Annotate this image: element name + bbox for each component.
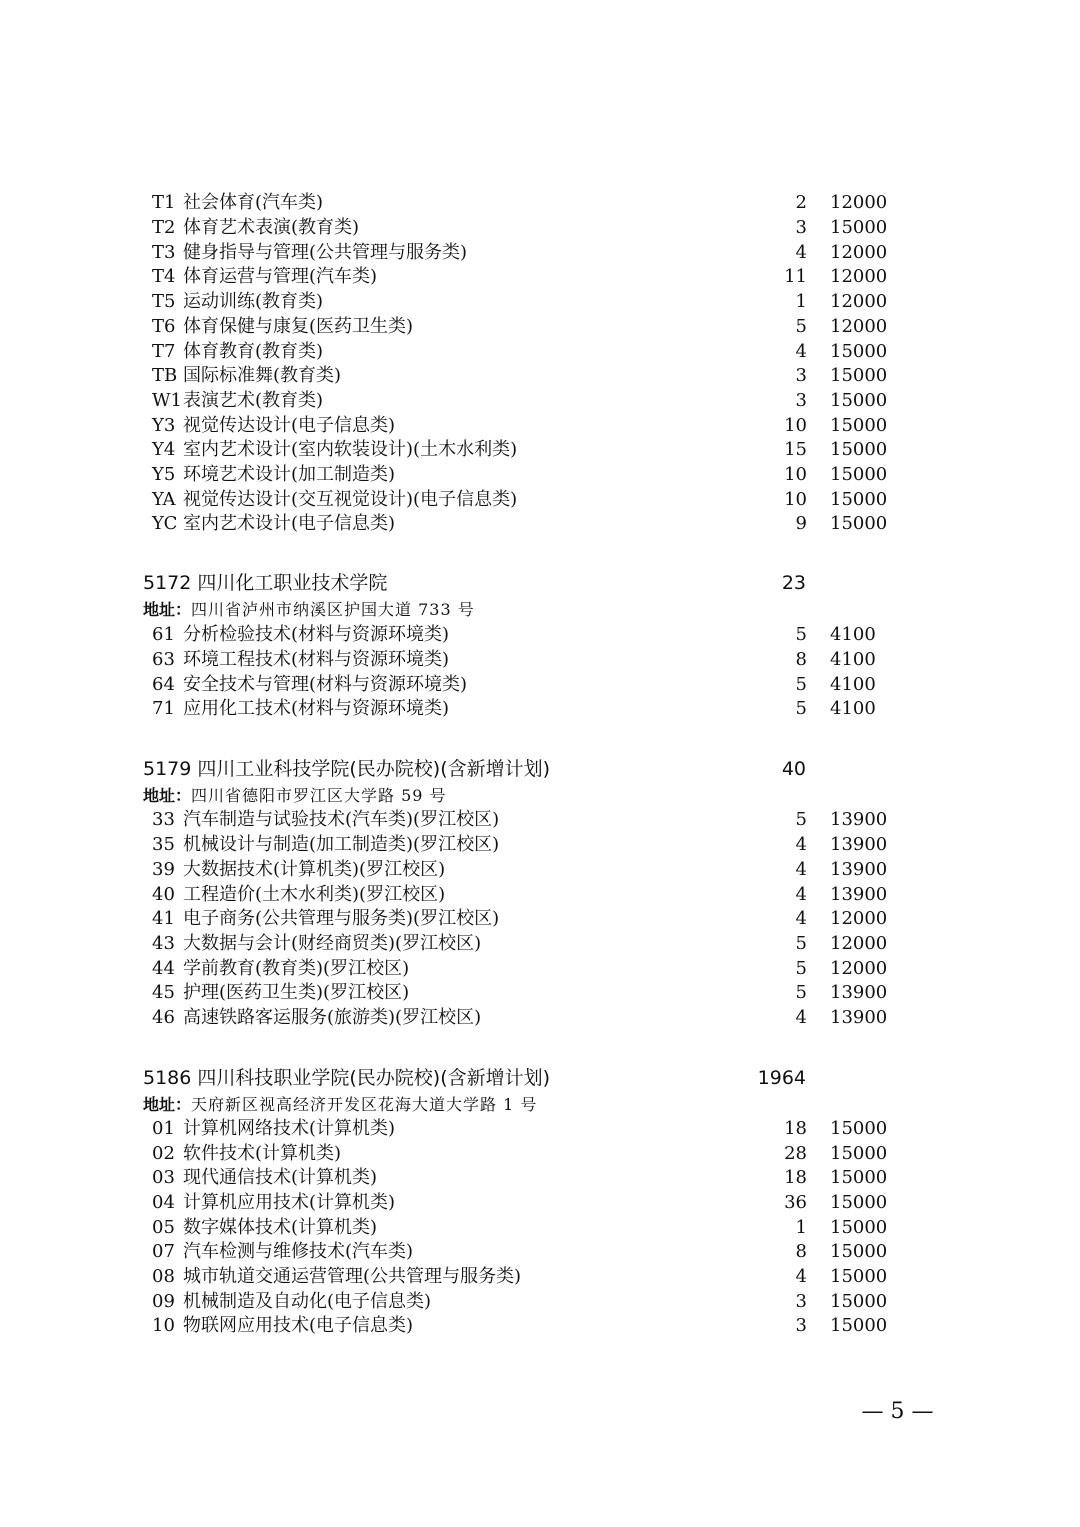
plan-count: 15 (784, 439, 807, 460)
tuition-fee: 15000 (830, 1217, 888, 1238)
plan-count: 1 (795, 1217, 807, 1238)
plan-count: 36 (784, 1192, 807, 1213)
plan-count: 4 (795, 908, 807, 929)
table-row (152, 215, 892, 240)
table-row (152, 462, 892, 487)
plan-count: 4 (795, 884, 807, 905)
tuition-fee: 13900 (830, 809, 888, 830)
major-code: T2 (152, 217, 176, 238)
major-code: 35 (152, 834, 175, 855)
major-name: 应用化工技术(材料与资源环境类) (183, 698, 450, 719)
major-name: 机械制造及自动化(电子信息类) (183, 1291, 432, 1312)
table-row (152, 1289, 892, 1314)
major-code: 03 (152, 1167, 175, 1188)
major-name: 体育保健与康复(医药卫生类) (183, 316, 414, 337)
plan-count: 10 (784, 489, 807, 510)
major-name: 表演艺术(教育类) (183, 390, 324, 411)
table-row (152, 264, 892, 289)
table-row (152, 339, 892, 364)
plan-count: 8 (795, 1241, 807, 1262)
plan-count: 3 (795, 1291, 807, 1312)
table-row (152, 314, 892, 339)
plan-count: 5 (795, 809, 807, 830)
table-row (152, 437, 892, 462)
plan-count: 5 (795, 958, 807, 979)
tuition-fee: 12000 (830, 266, 888, 287)
tuition-fee: 13900 (830, 982, 888, 1003)
tuition-fee: 13900 (830, 859, 888, 880)
tuition-fee: 15000 (830, 1118, 888, 1139)
major-name: 护理(医药卫生类)(罗江校区) (183, 982, 410, 1003)
major-name: 社会体育(汽车类) (183, 192, 324, 213)
plan-count: 4 (795, 1007, 807, 1028)
major-name: 现代通信技术(计算机类) (183, 1167, 378, 1188)
table-row (152, 487, 892, 512)
tuition-fee: 15000 (830, 439, 888, 460)
major-code: YC (152, 513, 178, 534)
school-address (143, 783, 447, 808)
major-code: 40 (152, 884, 175, 905)
plan-count: 28 (784, 1143, 807, 1164)
tuition-fee: 15000 (830, 1167, 888, 1188)
major-name: 数字媒体技术(计算机类) (183, 1217, 378, 1238)
tuition-fee: 4100 (830, 649, 876, 670)
tuition-fee: 13900 (830, 834, 888, 855)
tuition-fee: 15000 (830, 464, 888, 485)
table-row (152, 1190, 892, 1215)
tuition-fee: 15000 (830, 513, 888, 534)
page-number: — 5 — (861, 1399, 934, 1424)
major-code: 61 (152, 624, 175, 645)
address-label: 地址： (143, 1095, 192, 1114)
plan-count: 5 (795, 982, 807, 1003)
plan-count: 4 (795, 1266, 807, 1287)
school-header (143, 568, 843, 598)
plan-count: 9 (795, 513, 807, 534)
major-code: Y5 (152, 464, 176, 485)
school-title: 5172 四川化工职业技术学院 (143, 572, 388, 594)
plan-count: 3 (795, 390, 807, 411)
table-row (152, 931, 892, 956)
table-row (152, 413, 892, 438)
tuition-fee: 15000 (830, 1192, 888, 1213)
address-text: 天府新区视高经济开发区花海大道大学路 1 号 (191, 1095, 538, 1114)
table-row (152, 511, 892, 536)
tuition-fee: 4100 (830, 674, 876, 695)
table-row (152, 906, 892, 931)
major-code: 07 (152, 1241, 175, 1262)
school-address (143, 597, 475, 622)
major-code: 41 (152, 908, 175, 929)
plan-count: 4 (795, 834, 807, 855)
major-name: 计算机应用技术(计算机类) (183, 1192, 396, 1213)
major-name: 室内艺术设计(室内软装设计)(土木水利类) (183, 439, 518, 460)
tuition-fee: 15000 (830, 489, 888, 510)
major-code: 09 (152, 1291, 175, 1312)
major-name: 学前教育(教育类)(罗江校区) (183, 958, 410, 979)
major-code: 44 (152, 958, 175, 979)
tuition-fee: 12000 (830, 316, 888, 337)
major-code: T3 (152, 242, 176, 263)
plan-count: 2 (795, 192, 807, 213)
major-code: 43 (152, 933, 175, 954)
major-code: 71 (152, 698, 175, 719)
table-row (152, 1215, 892, 1240)
major-name: 大数据技术(计算机类)(罗江校区) (183, 859, 446, 880)
major-code: YA (152, 489, 176, 510)
major-code: T1 (152, 192, 176, 213)
tuition-fee: 13900 (830, 884, 888, 905)
plan-count: 5 (795, 674, 807, 695)
major-code: 02 (152, 1143, 175, 1164)
major-code: 05 (152, 1217, 175, 1238)
plan-count: 10 (784, 464, 807, 485)
major-name: 工程造价(土木水利类)(罗江校区) (183, 884, 446, 905)
address-text: 四川省泸州市纳溪区护国大道 733 号 (191, 600, 475, 619)
plan-count: 4 (795, 242, 807, 263)
major-code: 10 (152, 1315, 175, 1336)
tuition-fee: 12000 (830, 958, 888, 979)
major-name: 国际标准舞(教育类) (183, 365, 342, 386)
major-code: 45 (152, 982, 175, 1003)
school-header (143, 754, 843, 784)
school-address (143, 1092, 537, 1117)
major-code: 46 (152, 1007, 175, 1028)
table-row (152, 1239, 892, 1264)
tuition-fee: 15000 (830, 1291, 888, 1312)
plan-count: 11 (784, 266, 807, 287)
major-name: 视觉传达设计(交互视觉设计)(电子信息类) (183, 489, 518, 510)
tuition-fee: 15000 (830, 341, 888, 362)
tuition-fee: 15000 (830, 1266, 888, 1287)
major-name: 物联网应用技术(电子信息类) (183, 1315, 414, 1336)
major-name: 电子商务(公共管理与服务类)(罗江校区) (183, 908, 500, 929)
major-name: 环境艺术设计(加工制造类) (183, 464, 396, 485)
table-row (152, 980, 892, 1005)
tuition-fee: 15000 (830, 1143, 888, 1164)
table-row (152, 388, 892, 413)
major-name: 环境工程技术(材料与资源环境类) (183, 649, 450, 670)
table-row (152, 1313, 892, 1338)
major-code: W1 (152, 390, 182, 411)
major-name: 视觉传达设计(电子信息类) (183, 415, 396, 436)
table-row (152, 807, 892, 832)
major-name: 高速铁路客运服务(旅游类)(罗江校区) (183, 1007, 482, 1028)
major-name: 大数据与会计(财经商贸类)(罗江校区) (183, 933, 482, 954)
major-name: 安全技术与管理(材料与资源环境类) (183, 674, 468, 695)
plan-count: 5 (795, 933, 807, 954)
tuition-fee: 4100 (830, 624, 876, 645)
major-code: TB (152, 365, 178, 386)
address-label: 地址： (143, 786, 192, 805)
major-name: 室内艺术设计(电子信息类) (183, 513, 396, 534)
plan-count: 8 (795, 649, 807, 670)
table-row (152, 672, 892, 697)
table-row (152, 1116, 892, 1141)
table-row (152, 647, 892, 672)
tuition-fee: 12000 (830, 291, 888, 312)
tuition-fee: 4100 (830, 698, 876, 719)
major-name: 城市轨道交通运营管理(公共管理与服务类) (183, 1266, 522, 1287)
plan-count: 5 (795, 698, 807, 719)
major-name: 体育教育(教育类) (183, 341, 324, 362)
school-header (143, 1063, 843, 1093)
major-name: 分析检验技术(材料与资源环境类) (183, 624, 450, 645)
table-row (152, 832, 892, 857)
school-total: 1964 (757, 1067, 806, 1089)
plan-count: 3 (795, 217, 807, 238)
table-row (152, 289, 892, 314)
table-row (152, 1005, 892, 1030)
plan-count: 4 (795, 859, 807, 880)
plan-count: 5 (795, 624, 807, 645)
plan-count: 10 (784, 415, 807, 436)
tuition-fee: 15000 (830, 217, 888, 238)
school-title: 5179 四川工业科技学院(民办院校)(含新增计划) (143, 758, 551, 780)
major-code: 39 (152, 859, 175, 880)
plan-count: 3 (795, 1315, 807, 1336)
tuition-fee: 15000 (830, 390, 888, 411)
table-row (152, 696, 892, 721)
table-row (152, 1141, 892, 1166)
major-code: T5 (152, 291, 176, 312)
major-code: 04 (152, 1192, 175, 1213)
major-code: T4 (152, 266, 176, 287)
table-row (152, 857, 892, 882)
major-code: Y4 (152, 439, 176, 460)
major-name: 机械设计与制造(加工制造类)(罗江校区) (183, 834, 500, 855)
tuition-fee: 12000 (830, 908, 888, 929)
table-row (152, 363, 892, 388)
table-row (152, 190, 892, 215)
major-name: 体育运营与管理(汽车类) (183, 266, 378, 287)
major-name: 软件技术(计算机类) (183, 1143, 342, 1164)
major-code: T6 (152, 316, 176, 337)
major-code: 33 (152, 809, 175, 830)
major-name: 汽车检测与维修技术(汽车类) (183, 1241, 414, 1262)
tuition-fee: 15000 (830, 365, 888, 386)
table-row (152, 882, 892, 907)
tuition-fee: 13900 (830, 1007, 888, 1028)
address-text: 四川省德阳市罗江区大学路 59 号 (191, 786, 447, 805)
plan-count: 1 (795, 291, 807, 312)
table-row (152, 1165, 892, 1190)
tuition-fee: 12000 (830, 242, 888, 263)
major-code: Y3 (152, 415, 176, 436)
tuition-fee: 15000 (830, 1241, 888, 1262)
table-row (152, 240, 892, 265)
plan-count: 18 (784, 1167, 807, 1188)
major-code: 08 (152, 1266, 175, 1287)
major-name: 体育艺术表演(教育类) (183, 217, 360, 238)
table-row (152, 956, 892, 981)
plan-count: 18 (784, 1118, 807, 1139)
address-label: 地址： (143, 600, 192, 619)
plan-count: 5 (795, 316, 807, 337)
table-row (152, 622, 892, 647)
major-name: 运动训练(教育类) (183, 291, 324, 312)
table-row (152, 1264, 892, 1289)
tuition-fee: 15000 (830, 1315, 888, 1336)
major-code: 63 (152, 649, 175, 670)
tuition-fee: 12000 (830, 933, 888, 954)
school-total: 23 (781, 572, 806, 594)
tuition-fee: 15000 (830, 415, 888, 436)
plan-count: 4 (795, 341, 807, 362)
school-total: 40 (781, 758, 806, 780)
major-name: 汽车制造与试验技术(汽车类)(罗江校区) (183, 809, 500, 830)
major-code: T7 (152, 341, 176, 362)
tuition-fee: 12000 (830, 192, 888, 213)
major-name: 计算机网络技术(计算机类) (183, 1118, 396, 1139)
school-title: 5186 四川科技职业学院(民办院校)(含新增计划) (143, 1067, 551, 1089)
plan-count: 3 (795, 365, 807, 386)
major-code: 01 (152, 1118, 175, 1139)
major-code: 64 (152, 674, 175, 695)
major-name: 健身指导与管理(公共管理与服务类) (183, 242, 468, 263)
